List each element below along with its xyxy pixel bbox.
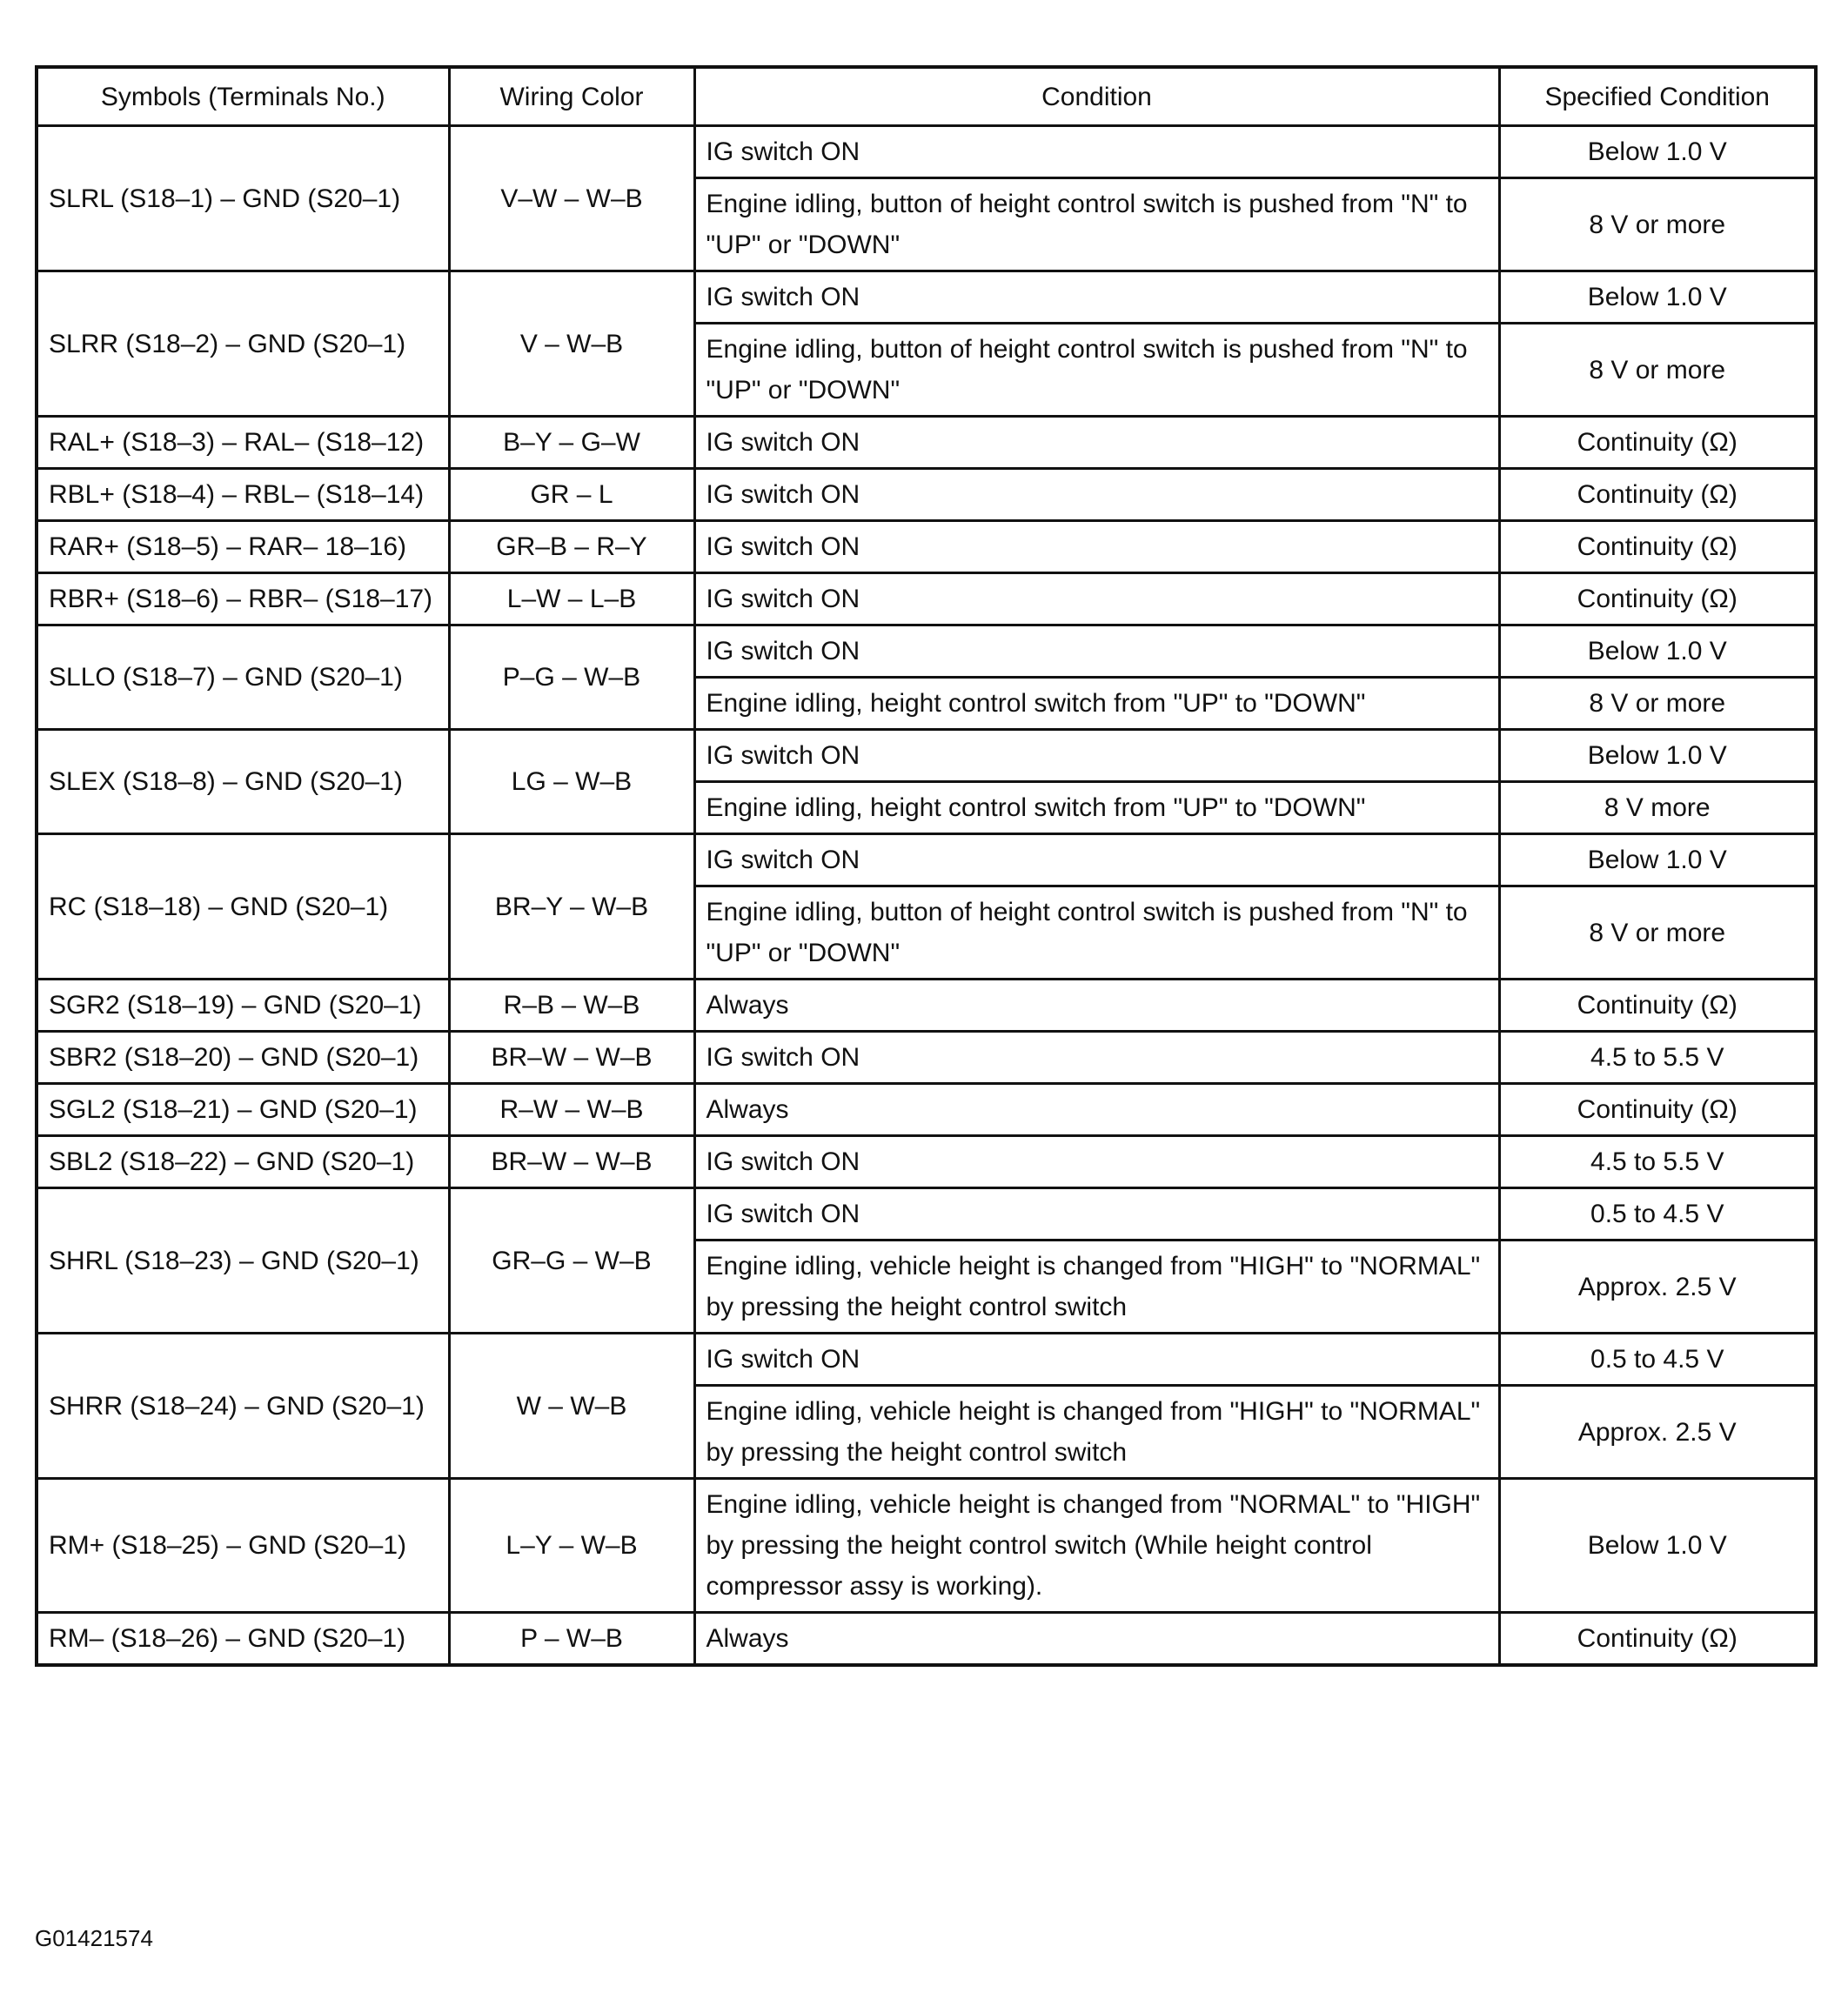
specified-condition-cell: Below 1.0 V [1499,834,1816,886]
condition-cell: IG switch ON [694,625,1499,678]
terminal-symbol-cell: SLLO (S18–7) – GND (S20–1) [37,625,449,730]
specified-condition-cell: Below 1.0 V [1499,625,1816,678]
specified-condition-cell: Continuity (Ω) [1499,469,1816,521]
header-symbols: Symbols (Terminals No.) [37,67,449,126]
terminal-symbol-cell: SLEX (S18–8) – GND (S20–1) [37,730,449,834]
specified-condition-cell: Continuity (Ω) [1499,573,1816,625]
specified-condition-cell: Continuity (Ω) [1499,1084,1816,1136]
table-row [37,834,1816,886]
table-body [37,126,1816,1666]
specified-condition-cell: Continuity (Ω) [1499,980,1816,1032]
wiring-color-cell: BR–Y – W–B [449,834,694,980]
terminal-symbol-cell: RBL+ (S18–4) – RBL– (S18–14) [37,469,449,521]
terminal-symbol-cell: SHRL (S18–23) – GND (S20–1) [37,1188,449,1334]
condition-cell: IG switch ON [694,1136,1499,1188]
table-row [37,730,1816,782]
specified-condition-cell: 8 V or more [1499,178,1816,271]
terminal-symbol-cell: SLRR (S18–2) – GND (S20–1) [37,271,449,417]
wiring-color-cell: GR – L [449,469,694,521]
table-row [37,1136,1816,1188]
figure-code: G01421574 [35,1925,153,1951]
specified-condition-cell: Continuity (Ω) [1499,417,1816,469]
condition-cell: Engine idling, button of height control switch is pushed from "N" to "UP" or "DOWN" [694,886,1499,980]
table-row [37,1032,1816,1084]
table-row [37,1613,1816,1666]
condition-cell: Engine idling, vehicle height is changed from "NORMAL" to "HIGH" by pressing the height control switch (While height control compressor assy is working). [694,1479,1499,1613]
specified-condition-cell: 8 V or more [1499,324,1816,417]
specified-condition-cell: 4.5 to 5.5 V [1499,1136,1816,1188]
terminal-symbol-cell: SBR2 (S18–20) – GND (S20–1) [37,1032,449,1084]
condition-cell: Engine idling, vehicle height is changed from "HIGH" to "NORMAL" by pressing the height control switch [694,1386,1499,1479]
terminal-symbol-cell: SGL2 (S18–21) – GND (S20–1) [37,1084,449,1136]
condition-cell: Engine idling, height control switch from "UP" to "DOWN" [694,678,1499,730]
wiring-color-cell: L–Y – W–B [449,1479,694,1613]
specified-condition-cell: Approx. 2.5 V [1499,1241,1816,1334]
specified-condition-cell: Below 1.0 V [1499,730,1816,782]
condition-cell: Always [694,1613,1499,1666]
wiring-color-cell: GR–B – R–Y [449,521,694,573]
condition-cell: IG switch ON [694,730,1499,782]
table-row [37,573,1816,625]
condition-cell: Engine idling, height control switch from "UP" to "DOWN" [694,782,1499,834]
wiring-color-cell: W – W–B [449,1334,694,1479]
specified-condition-cell: 8 V or more [1499,886,1816,980]
table-header-row [37,67,1816,126]
wiring-color-cell: LG – W–B [449,730,694,834]
wiring-color-cell: GR–G – W–B [449,1188,694,1334]
table-row [37,1479,1816,1613]
wiring-color-cell: V – W–B [449,271,694,417]
table-row [37,980,1816,1032]
specified-condition-cell: Approx. 2.5 V [1499,1386,1816,1479]
header-specified-condition: Specified Condition [1499,67,1816,126]
table-row [37,271,1816,324]
specified-condition-cell: 8 V more [1499,782,1816,834]
table-row [37,417,1816,469]
table-row [37,1334,1816,1386]
condition-cell: IG switch ON [694,271,1499,324]
terminal-symbol-cell: RM– (S18–26) – GND (S20–1) [37,1613,449,1666]
wiring-color-cell: B–Y – G–W [449,417,694,469]
wiring-color-cell: P – W–B [449,1613,694,1666]
wiring-color-cell: R–W – W–B [449,1084,694,1136]
specified-condition-cell: 0.5 to 4.5 V [1499,1334,1816,1386]
terminal-symbol-cell: SLRL (S18–1) – GND (S20–1) [37,126,449,271]
terminal-symbol-cell: SHRR (S18–24) – GND (S20–1) [37,1334,449,1479]
table-row [37,126,1816,178]
table-row [37,469,1816,521]
specified-condition-cell: Below 1.0 V [1499,271,1816,324]
wiring-color-cell: V–W – W–B [449,126,694,271]
condition-cell: IG switch ON [694,469,1499,521]
terminal-symbol-cell: SBL2 (S18–22) – GND (S20–1) [37,1136,449,1188]
specified-condition-cell: Below 1.0 V [1499,126,1816,178]
terminal-symbol-cell: RAL+ (S18–3) – RAL– (S18–12) [37,417,449,469]
wiring-color-cell: R–B – W–B [449,980,694,1032]
specified-condition-cell: Continuity (Ω) [1499,1613,1816,1666]
terminal-symbol-cell: SGR2 (S18–19) – GND (S20–1) [37,980,449,1032]
condition-cell: Always [694,980,1499,1032]
specified-condition-cell: 8 V or more [1499,678,1816,730]
header-wiring-color: Wiring Color [449,67,694,126]
condition-cell: IG switch ON [694,126,1499,178]
condition-cell: Engine idling, button of height control switch is pushed from "N" to "UP" or "DOWN" [694,178,1499,271]
terminal-symbol-cell: RBR+ (S18–6) – RBR– (S18–17) [37,573,449,625]
condition-cell: IG switch ON [694,417,1499,469]
header-condition: Condition [694,67,1499,126]
terminal-symbol-cell: RM+ (S18–25) – GND (S20–1) [37,1479,449,1613]
condition-cell: IG switch ON [694,1032,1499,1084]
wiring-color-cell: L–W – L–B [449,573,694,625]
condition-cell: Engine idling, vehicle height is changed from "HIGH" to "NORMAL" by pressing the height control switch [694,1241,1499,1334]
terminal-symbol-cell: RC (S18–18) – GND (S20–1) [37,834,449,980]
wiring-color-cell: P–G – W–B [449,625,694,730]
condition-cell: IG switch ON [694,834,1499,886]
table-row [37,625,1816,678]
specified-condition-cell: Continuity (Ω) [1499,521,1816,573]
table-row [37,521,1816,573]
condition-cell: IG switch ON [694,1334,1499,1386]
terminal-symbol-cell: RAR+ (S18–5) – RAR– 18–16) [37,521,449,573]
condition-cell: Always [694,1084,1499,1136]
condition-cell: IG switch ON [694,573,1499,625]
specified-condition-cell: 4.5 to 5.5 V [1499,1032,1816,1084]
wiring-color-cell: BR–W – W–B [449,1032,694,1084]
table-row [37,1084,1816,1136]
specified-condition-cell: Below 1.0 V [1499,1479,1816,1613]
table-row [37,1188,1816,1241]
terminal-spec-table [35,65,1818,1667]
condition-cell: Engine idling, button of height control switch is pushed from "N" to "UP" or "DOWN" [694,324,1499,417]
wiring-color-cell: BR–W – W–B [449,1136,694,1188]
condition-cell: IG switch ON [694,1188,1499,1241]
specified-condition-cell: 0.5 to 4.5 V [1499,1188,1816,1241]
condition-cell: IG switch ON [694,521,1499,573]
